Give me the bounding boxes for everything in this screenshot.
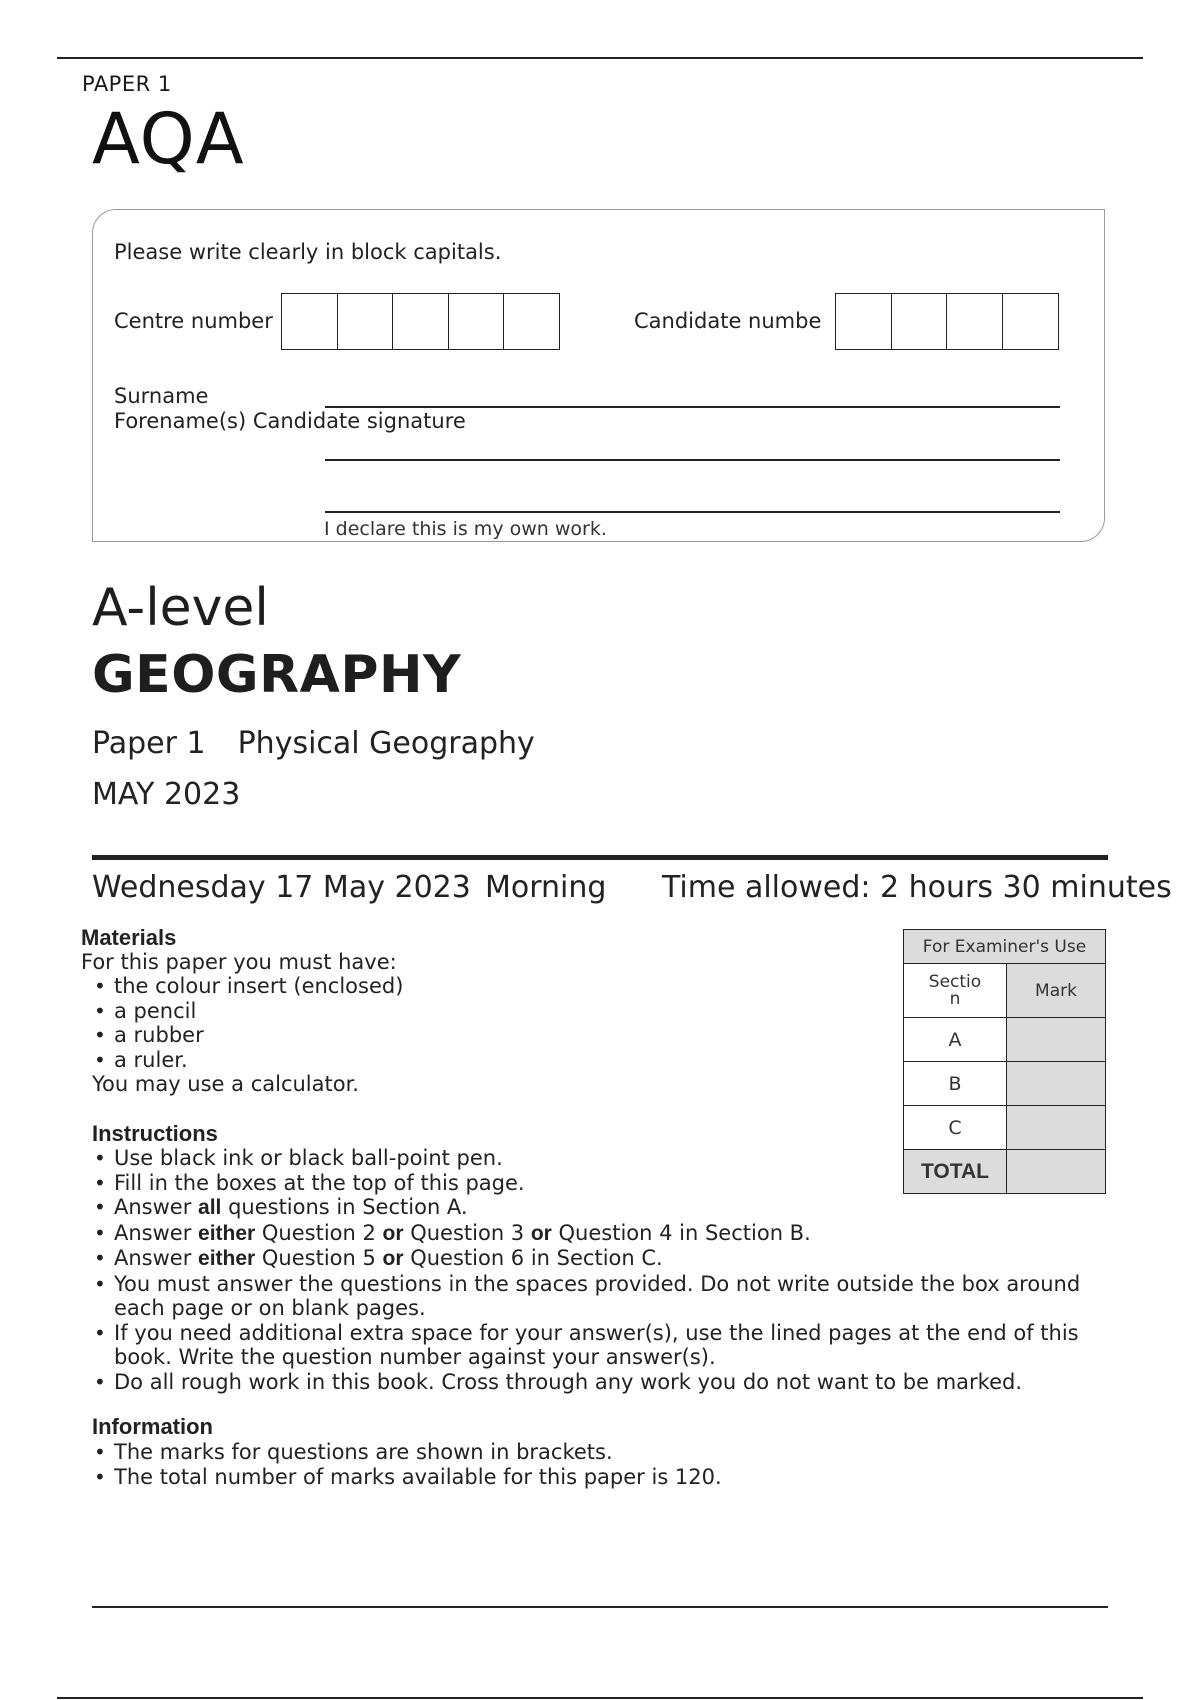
forenames-line[interactable]: [325, 459, 1060, 461]
list-item: • the colour insert (enclosed): [92, 974, 403, 999]
block-capitals-instruction: Please write clearly in block capitals.: [114, 240, 502, 264]
candidate-number-digit[interactable]: [946, 293, 1003, 350]
list-item: • You must answer the questions in the spaces provided. Do not write outside the box around each page or on blank pages.: [92, 1272, 1092, 1321]
candidate-number-digit[interactable]: [891, 293, 948, 350]
bottom-rule: [92, 1606, 1108, 1608]
list-item: • The total number of marks available for this paper is 120.: [92, 1465, 1092, 1490]
centre-number-digit[interactable]: [448, 293, 505, 350]
paper-title: [92, 726, 535, 761]
forenames-signature-label: Forename(s) Candidate signature: [114, 409, 466, 433]
centre-number-digit[interactable]: [392, 293, 449, 350]
candidate-number-digit[interactable]: [835, 293, 892, 350]
exam-time-of-day: Morning: [485, 870, 607, 905]
examiner-use-table: [903, 929, 1106, 1194]
text-run: Question 6 in Section C.: [403, 1246, 663, 1270]
section-b-mark: [1007, 1062, 1106, 1106]
text-run: Question 3: [403, 1220, 531, 1245]
paper-number: Paper 1: [92, 726, 206, 761]
list-item: • If you need additional extra space for your answer(s), use the lined pages at the end of this book. Write the question number against your answer(s).: [92, 1321, 1092, 1370]
keyword: or: [530, 1221, 552, 1245]
list-item: [92, 1246, 1092, 1272]
text-run: Question 5: [255, 1246, 383, 1270]
text-run: Question 4 in Section B.: [551, 1220, 811, 1245]
materials-heading: Materials: [81, 925, 177, 950]
list-item: • a ruler.: [92, 1048, 403, 1073]
section-a-cell: A: [904, 1018, 1007, 1062]
text-run: Answer: [114, 1195, 199, 1219]
list-item: [92, 1195, 1092, 1221]
thick-rule: [92, 855, 1108, 860]
keyword: or: [382, 1221, 404, 1245]
list-item: • a rubber: [92, 1023, 403, 1048]
surname-line[interactable]: [325, 406, 1060, 408]
qualification-level: A-level: [92, 578, 269, 638]
declaration-text: I declare this is my own work.: [324, 518, 607, 540]
list-item: [92, 1221, 1092, 1247]
text-run: Answer: [114, 1246, 199, 1270]
list-item: • The marks for questions are shown in brackets.: [92, 1440, 1092, 1465]
signature-line[interactable]: [325, 511, 1060, 513]
section-a-mark: [1007, 1018, 1106, 1062]
candidate-number-boxes: [835, 293, 1059, 350]
section-b-cell: B: [904, 1062, 1007, 1106]
aqa-logo: AQA: [92, 98, 245, 180]
centre-number-digit[interactable]: [337, 293, 394, 350]
list-item: • Do all rough work in this book. Cross through any work you do not want to be marked.: [92, 1370, 1092, 1395]
centre-number-digit[interactable]: [281, 293, 338, 350]
keyword: all: [198, 1196, 222, 1219]
section-column-header: Sectio n: [904, 964, 1007, 1018]
text-run: questions in Section A.: [221, 1195, 468, 1219]
examiner-table-title: For Examiner's Use: [904, 930, 1106, 964]
text-run: Question 2: [255, 1220, 383, 1245]
section-c-mark: [1007, 1106, 1106, 1150]
subject-title: GEOGRAPHY: [92, 645, 462, 705]
candidate-number-label: Candidate numbe: [634, 309, 822, 333]
materials-intro: For this paper you must have:: [81, 950, 397, 974]
surname-label: Surname: [114, 384, 209, 408]
information-list: [92, 1440, 1092, 1489]
centre-number-boxes: [281, 293, 560, 350]
exam-session: MAY 2023: [92, 777, 241, 812]
list-item: • Fill in the boxes at the top of this page.: [92, 1171, 1092, 1196]
top-rule: [57, 57, 1143, 59]
materials-list: [92, 974, 403, 1072]
calculator-note: You may use a calculator.: [92, 1072, 359, 1096]
time-allowed: Time allowed: 2 hours 30 minutes: [662, 870, 1172, 905]
centre-number-label: Centre number: [114, 309, 273, 333]
total-cell: TOTAL: [904, 1150, 1007, 1194]
keyword: or: [382, 1247, 404, 1270]
centre-number-digit[interactable]: [503, 293, 560, 350]
exam-date: Wednesday 17 May 2023: [92, 870, 471, 905]
instructions-heading: Instructions: [92, 1121, 218, 1146]
paper-name: Physical Geography: [237, 726, 535, 761]
information-heading: Information: [92, 1414, 213, 1439]
mark-column-header: Mark: [1007, 964, 1106, 1018]
text-run: Answer: [114, 1220, 199, 1245]
section-c-cell: C: [904, 1106, 1007, 1150]
keyword: either: [198, 1221, 256, 1245]
list-item: • a pencil: [92, 999, 403, 1024]
paper-label: PAPER 1: [82, 72, 172, 96]
candidate-number-digit[interactable]: [1002, 293, 1059, 350]
page-bottom-rule: [57, 1697, 1143, 1699]
total-mark: [1007, 1150, 1106, 1194]
keyword: either: [198, 1247, 256, 1270]
list-item: • Use black ink or black ball-point pen.: [92, 1146, 1092, 1171]
